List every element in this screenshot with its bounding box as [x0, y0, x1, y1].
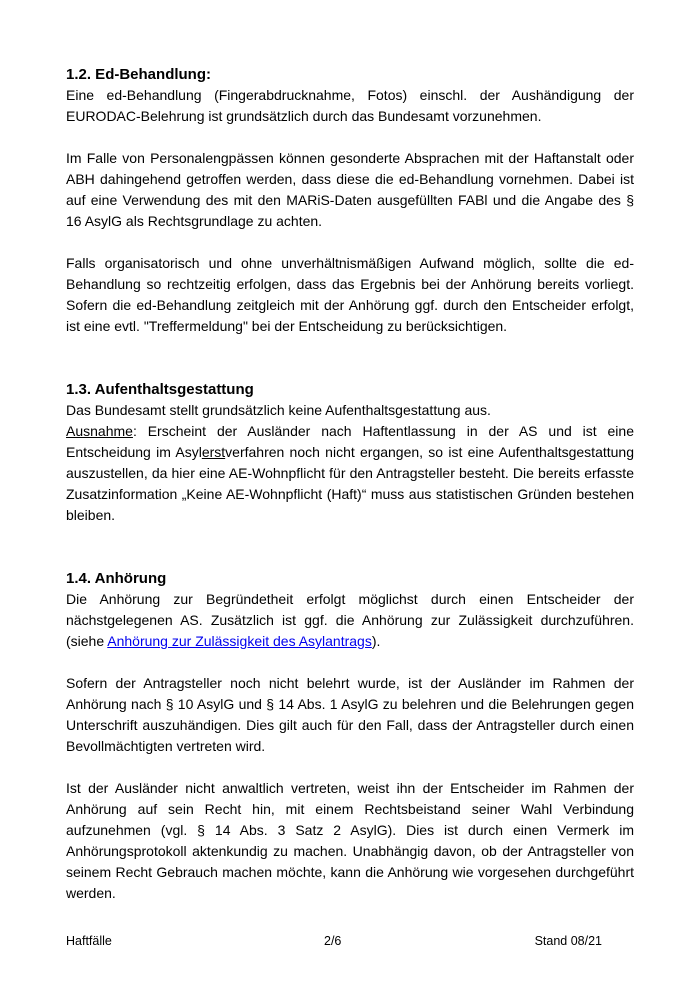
- paragraph: Im Falle von Personalengpässen können gesonderte Absprachen mit der Haftanstalt oder ABH dahingehend getroffen werden, dass diese die ed-Behandlung vornehmen. Dabei ist auf eine Verwendung des mit den MARiS-Daten ausgefüllten FABl und die Angabe des § 16 AsylG als Rechtsgrundlage zu achten.: [66, 150, 634, 229]
- text-run: ).: [371, 633, 381, 649]
- paragraph: Das Bundesamt stellt grundsätzlich keine Aufenthaltsgestattung aus.: [66, 402, 491, 418]
- paragraph: Ist der Ausländer nicht anwaltlich vertreten, weist ihn der Entscheider im Rahmen der Anhörung auf sein Recht hin, mit einem Rechtsbeistand seiner Wahl Verbindung aufzunehmen (vgl. § 14 Abs. 3 Satz 2 AsylG). Dies ist durch einen Vermerk im Anhörungsprotokoll aktenkundig zu machen. Unabhängig davon, ob der Antragsteller von seinem Recht Gebrauch machen möchte, kann die Anhörung wie vorgesehen durchgeführt werden.: [66, 780, 634, 901]
- underlined-text: erst: [201, 444, 226, 460]
- ausnahme-label: Ausnahme: [66, 423, 133, 439]
- paragraph: Falls organisatorisch und ohne unverhältnismäßigen Aufwand möglich, sollte die ed-Behandlung so rechtzeitig erfolgen, dass das Ergebnis bei der Anhörung bereits vorliegt. Sofern die ed-Behandlung zeitgleich mit der Anhörung ggf. durch den Entscheider erfolgt, ist eine evtl. "Treffermeldung" bei der Entscheidung zu berücksichtigen.: [66, 255, 634, 334]
- paragraph: Sofern der Antragsteller noch nicht belehrt wurde, ist der Ausländer im Rahmen der Anhörung nach § 10 AsylG und § 14 Abs. 1 AsylG zu belehren und die Belehrungen gegen Unterschrift auszuhändigen. Dies gilt auch für den Fall, dass der Antragsteller durch einen Bevollmächtigten vertreten wird.: [66, 675, 634, 754]
- text-run: verfahren noch nicht ergangen, so ist eine Aufenthaltsgestattung auszustellen, da hier eine AE-Wohnpflicht für den Antragsteller besteht. Die bereits erfasste Zusatzinformation „Keine AE-Wohnpflicht (Haft)“ muss aus statistischen Gründen bestehen bleiben.: [66, 444, 634, 523]
- section-heading-ed-behandlung: 1.2. Ed-Behandlung:: [66, 66, 212, 83]
- section-heading-anhoerung: 1.4. Anhörung: [66, 570, 167, 587]
- text-run: Die Anhörung zur Begründetheit erfolgt möglichst durch einen Entscheider der nächstgelegenen AS. Zusätzlich ist ggf. die Anhörung zur Zulässigkeit durchzuführen. (siehe: [66, 591, 634, 649]
- page-number: 2/6: [324, 934, 342, 948]
- document-body: [66, 64, 634, 904]
- text-run: : Erscheint der Ausländer nach Haftentlassung in der AS und ist eine Entscheidung im Asyl: [66, 423, 634, 460]
- section-heading-aufenthaltsgestattung: 1.3. Aufenthaltsgestattung: [66, 381, 254, 398]
- paragraph: [66, 589, 634, 652]
- footer-title: Haftfälle: [66, 934, 112, 948]
- footer-date: Stand 08/21: [534, 934, 602, 948]
- paragraph-ausnahme: [66, 421, 634, 526]
- link-anhoerung-zulaessigkeit[interactable]: Anhörung zur Zulässigkeit des Asylantrags: [107, 633, 372, 649]
- paragraph: Eine ed-Behandlung (Fingerabdrucknahme, Fotos) einschl. der Aushändigung der EURODAC-Belehrung ist grundsätzlich durch das Bundesamt vorzunehmen.: [66, 87, 634, 124]
